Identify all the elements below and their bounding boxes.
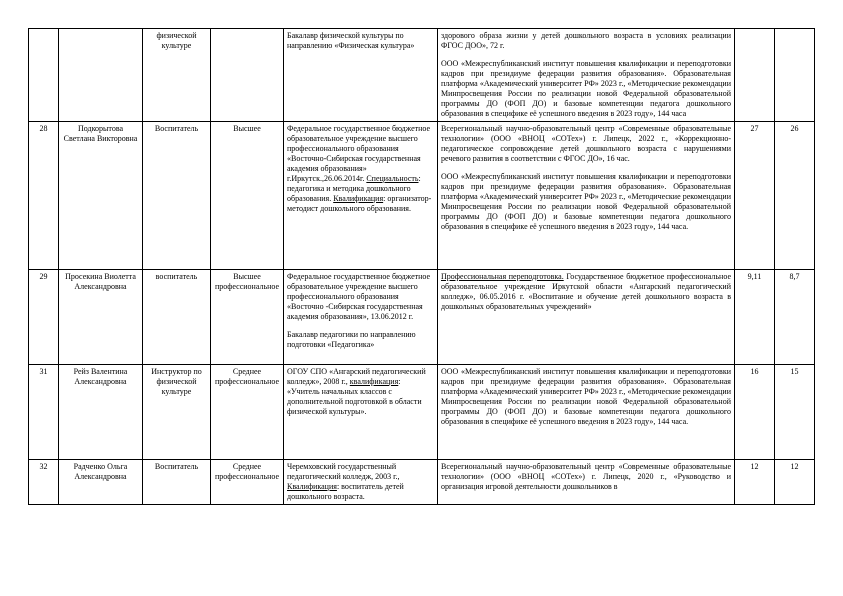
retraining-label: Профессиональная переподготовка. [441,272,564,281]
qualification-value: : организатор-методист дошкольного образования. [287,194,432,213]
courses-cell [438,270,735,365]
qualification-value: : «Учитель начальных классов с дополнительной подготовкой в области физической культуры». [287,377,422,416]
table-row [29,122,815,270]
total-experience: 12 [735,460,775,505]
pedagogical-experience: 8,7 [775,270,815,365]
total-experience: 27 [735,122,775,270]
education-level: Среднее профессиональное [211,460,284,505]
diploma-cell [284,460,438,505]
table-row [29,460,815,505]
courses-cell [438,122,735,270]
row-number: 32 [29,460,59,505]
education-level: Среднее профессиональное [211,365,284,460]
row-number: 31 [29,365,59,460]
education-level: Высшее профессиональное [211,270,284,365]
pedagogical-experience: 26 [775,122,815,270]
position: Инструктор по физической культуре [143,365,211,460]
table-row [29,270,815,365]
position: воспитатель [143,270,211,365]
pedagogical-experience: 15 [775,365,815,460]
position: Воспитатель [143,122,211,270]
diploma-text: Черемховский государственный педагогический колледж, 2003 г., [287,462,400,481]
course-entry: Всерегиональный научно-образовательный центр «Современные образовательные технологии» (ООО «ВНОЦ «СОТех») г. Липецк, 2020 г., «Руководство и организация игровой деятельности дошкольников в [441,462,731,491]
diploma-text: Федеральное государственное бюджетное образовательное учреждение высшего профессионального образования «Восточно -Сибирская государственная академия образования», 13.06.2012 г. [287,272,431,321]
qualification-label: Квалификация [333,194,384,203]
specialty-label: Специальность [366,174,419,183]
diploma-text: Бакалавр физической культуры по направлению «Физическая культура» [287,31,415,50]
total-experience: 9,11 [735,270,775,365]
position: физической культуре [143,29,211,122]
diploma-extra: Бакалавр педагогики по направлению подготовки «Педагогика» [287,330,416,349]
total-experience [735,29,775,122]
total-experience: 16 [735,365,775,460]
courses-cell [438,460,735,505]
staff-table [28,28,815,505]
course-entry: ООО «Межреспубликанский институт повышения квалификации и переподготовки кадров при президиуме федерации развития образования». Образовательная платформа «Академический университет РФ» 2023 г., «Методические рекомендации Минпросвещения России по реализации новой Федеральной образовательной программы ДО (ФОП ДО) и базовые компетенции педагога дошкольного образования в специфике её успешного введения в 2023 году», 144 часа. [441,172,731,231]
employee-name: Подкорытова Светлана Викторовна [59,122,143,270]
table-row [29,365,815,460]
diploma-text: ОГОУ СПО «Ангарский педагогический колледж», 2008 г., [287,367,426,386]
course-entry: Всерегиональный научно-образовательный центр «Современные образовательные технологии» (ООО «ВНОЦ «СОТех») г. Липецк, 2022 г., «Коррекционно-педагогическое сопровождение детей дошкольного возраста с нарушениями речевого развития в соответствии с ФГОС ДО», 16 час. [441,124,731,163]
employee-name: Рейз Валентина Александровна [59,365,143,460]
employee-name: Радченко Ольга Александровна [59,460,143,505]
diploma-cell [284,122,438,270]
pedagogical-experience [775,29,815,122]
course-entry: Государственное бюджетное профессиональное образовательное учреждение Иркутской области «Ангарский педагогический колледж», 06.05.2016 г. «Воспитание и обучение детей дошкольного возраста в дошкольных образовательных учреждений» [441,272,731,311]
employee-name [59,29,143,122]
course-entry: ООО «Межреспубликанский институт повышения квалификации и переподготовки кадров при президиуме федерации развития образования». Образовательная платформа «Академический университет РФ» 2023 г., «Методические рекомендации Минпросвещения России по реализации новой Федеральной образовательной программы ДО (ФОП ДО) и базовые компетенции педагога дошкольного образования в специфике её успешного введения в 2023 году», 144 часа [441,59,731,118]
table-row [29,29,815,122]
qualification-value: : воспитатель детей дошкольного возраста. [287,482,404,501]
position: Воспитатель [143,460,211,505]
course-entry: ООО «Межреспубликанский институт повышения квалификации и переподготовки кадров при президиуме федерации развития образования». Образовательная платформа «Академический университет РФ» 2023 г., «Методические рекомендации Минпросвещения России по реализации новой Федеральной образовательной программы ДО (ФОП ДО) и базовые компетенции педагога дошкольного образования в специфике её успешного введения в 2023 году», 144 часа. [441,367,731,426]
diploma-cell [284,365,438,460]
row-number [29,29,59,122]
employee-name: Просекина Виолетта Александровна [59,270,143,365]
qualification-label: квалификация [349,377,399,386]
courses-cell [438,365,735,460]
education-level: Высшее [211,122,284,270]
pedagogical-experience: 12 [775,460,815,505]
row-number: 29 [29,270,59,365]
qualification-label: Квалификация [287,482,337,491]
education-level [211,29,284,122]
specialty-value: : педагогика и методика дошкольного образования. [287,174,421,203]
diploma-cell [284,270,438,365]
courses-cell [438,29,735,122]
diploma-cell [284,29,438,122]
diploma-text: Федеральное государственное бюджетное образовательное учреждение высшего профессионального образования «Восточно-Сибирская государственная академия образования» г.Иркутск.,26.06.2014г. [287,124,431,183]
row-number: 28 [29,122,59,270]
course-entry: здорового образа жизни у детей дошкольного возраста в условиях реализации ФГОС ДОО», 72 г. [441,31,731,50]
